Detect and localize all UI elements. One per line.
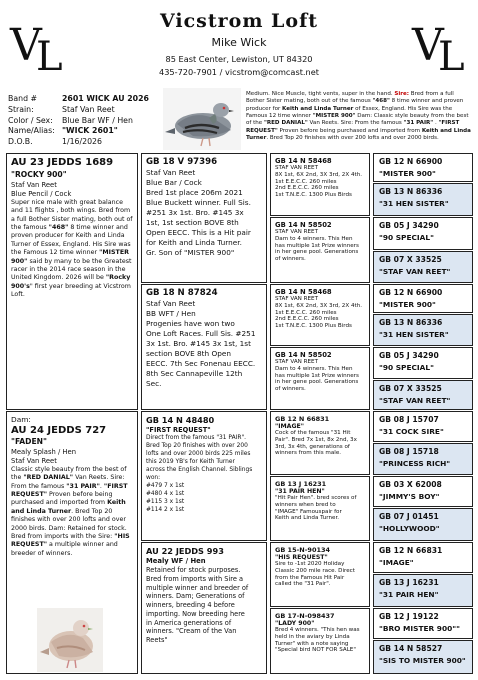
gen3-a2-line: in her gene pool. Generations (275, 249, 359, 256)
intro-bold: "FIRST REQUEST" (246, 120, 460, 134)
strain-label: Strain: (8, 104, 34, 114)
dam-band: AU 24 JEDDS 727 (11, 425, 107, 436)
sire-text: 8 time winner and proven producer for Keith and Linda Turner of Essex, England. His Sire was the Famous 12 time winner (11, 224, 131, 257)
gen3-d1-line: from the Famous Hit Pair (275, 574, 345, 581)
gen2-b-line: 3x 1st. Bro. #145 3x 1st, 1st (146, 338, 251, 348)
gen3-b2-line: STAF VAN REET (275, 359, 318, 365)
gen3-c2-band: GB 13 J 16231 (275, 480, 327, 488)
dam-text: Classic style beauty from the best of the (11, 466, 127, 482)
gen4-box (373, 380, 473, 410)
gen3-d1-lines (275, 561, 365, 588)
gen2-b-lines (146, 299, 262, 389)
intro-text: . Bred Top 20 finishes with over 200 lofts and over 2000 birds. (266, 134, 439, 141)
gen2-box-b (141, 284, 267, 410)
dob-value: 1/16/2026 (62, 137, 102, 146)
sire-strain: Staf Van Reet (11, 181, 57, 189)
gen4-box (373, 183, 473, 216)
dam-bold: Keith and Linda Turner (11, 499, 126, 515)
gen3-b2-line: in her gene pool. Generations (275, 379, 359, 386)
gen2-d-band: AU 22 JEDDS 993 (146, 546, 224, 556)
gen3-b1-line: 1st T.N.E.C. 1300 Plus Birds (275, 323, 352, 330)
gen3-c2-lines (275, 495, 365, 522)
gen3-b2-lines (275, 359, 365, 393)
sire-bold: "468" (48, 224, 69, 232)
gen4-band: GB 13 N 86336 (379, 318, 443, 327)
dob-label: D.O.B. (8, 137, 33, 146)
intro-bold: Keith and Linda Turner (282, 105, 354, 112)
dam-bold: "HIS REQUEST" (11, 532, 130, 549)
gen4-band: GB 12 J 19122 (379, 612, 439, 621)
gen3-box-b1 (270, 284, 370, 346)
gen2-c-line: #480 4 x 1st (146, 490, 185, 497)
gen2-d-line: Reets" (146, 636, 168, 645)
gen2-a-band: GB 18 V 97396 (146, 157, 218, 167)
gen3-box-c1 (270, 411, 370, 475)
gen3-a2-lines (275, 229, 365, 263)
dam-box (6, 411, 138, 674)
gen3-a2-line: Dam to 4 winners. This Hen (275, 235, 353, 242)
gen2-b-line: EECC. 7th Sec Fonenau EECC. (146, 358, 256, 368)
intro-bold: "RED DANIAL" (263, 120, 308, 127)
gen4-name: "IMAGE" (379, 558, 414, 567)
gen4-box (373, 411, 473, 442)
intro-bold: "31 PAIR" (403, 120, 434, 127)
intro-text: Van Reets. Sire: From the famous (307, 120, 404, 127)
intro-bold: "MISTER 900" (312, 112, 356, 119)
gen3-b2-band: GB 14 N 58502 (275, 351, 332, 359)
gen2-b-line: Sec. (146, 378, 162, 388)
gen2-d-line: multiple winner and breeder of (146, 583, 249, 592)
gen3-b2-line: has multiple 1st Prize winners (275, 372, 359, 379)
gen3-b2-line: of winners. (275, 386, 306, 393)
alias-label: Name/Alias: (8, 126, 55, 136)
gen4-box (373, 542, 473, 573)
gen4-box (373, 508, 473, 541)
sire-box (6, 153, 138, 410)
gen2-d-line: winners, breeding 4 before (146, 601, 235, 610)
gen3-box-a1 (270, 153, 370, 216)
gen3-box-a2 (270, 217, 370, 283)
gen3-b1-line: 2nd E.E.C.C. 260 miles (275, 316, 339, 323)
intro-sire-label: Sire: (394, 91, 410, 97)
gen2-c-line: Bred Top 20 finishes with over 200 (146, 442, 248, 449)
gen3-d2-line: Bred 4 winners. "This hen was (275, 627, 360, 633)
gen2-b-line: One Loft Races. Full Sis. #251 (146, 328, 256, 338)
gen4-band: GB 03 X 62008 (379, 480, 442, 489)
gen2-b-line: Staf Van Reet (146, 299, 196, 308)
gen4-band: GB 05 J 34290 (379, 221, 439, 230)
gen4-band: GB 07 X 33525 (379, 255, 442, 264)
gen4-name: "SIS TO MISTER 900" (379, 656, 466, 665)
gen4-name: "PRINCESS RICH" (379, 459, 451, 468)
gen3-b1-lines (275, 296, 365, 330)
dam-description (11, 466, 133, 558)
gen2-a-line: #251 3x 1st. Bro. #145 3x (146, 207, 244, 217)
gen3-c2-line: Keith and Linda Turner. (275, 515, 340, 522)
gen4-box (373, 251, 473, 283)
gen2-d-line: importing. Now breeding here (146, 609, 245, 618)
gen4-name: "STAF VAN REET" (379, 396, 451, 405)
gen3-a1-line: 1st T.N.E.C. 1300 Plus Birds (275, 192, 352, 199)
gen2-d-line: Bred from imports with Sire a (146, 574, 244, 583)
gen2-a-lines (146, 168, 262, 258)
svg-text:V: V (10, 20, 42, 71)
gen3-b1-line: 1st E.E.C.C. 260 miles (275, 309, 337, 316)
sire-name: "ROCKY 900" (11, 170, 67, 179)
gen3-d2-band: GB 17-N-098437 (275, 612, 335, 620)
gen4-band: GB 14 N 58527 (379, 644, 443, 653)
svg-text:L: L (36, 34, 63, 72)
gen2-c-line: lofts and over 2000 birds 225 miles (146, 450, 251, 457)
gen2-c-line: #115 3 x 1st (146, 498, 185, 505)
gen3-b1-line: STAF VAN REET (275, 296, 318, 302)
pigeon-photo-icon (163, 88, 241, 150)
intro-text: Proven before being purchased and imported from (277, 127, 422, 134)
gen3-a2-band: GB 14 N 58502 (275, 221, 332, 229)
dam-text: Proven before being purchased and imported from (11, 491, 113, 507)
gen3-a1-lines (275, 165, 365, 199)
gen4-name: "MISTER 900" (379, 300, 436, 309)
gen2-b-line: section BOVE 8th Open (146, 348, 231, 358)
dam-text: . Bred Top 20 finishes with over 200 lofts and over 2000 birds. Dam: Retained for stock. Bred from imports with the Sire: (11, 507, 127, 540)
gen4-band: GB 05 J 34290 (379, 351, 439, 360)
logo-left (8, 14, 68, 72)
gen4-name: "90 SPECIAL" (379, 233, 434, 242)
sire-text: " first year breeding at Vicstrom Loft. (11, 282, 131, 298)
gen4-box (373, 443, 473, 475)
gen3-b1-band: GB 14 N 58468 (275, 288, 332, 296)
gen3-box-d2 (270, 608, 370, 674)
gen4-box (373, 476, 473, 507)
gen4-name: "HOLLYWOOD" (379, 524, 440, 533)
gen2-a-line: Open EECC. This is a Hit pair (146, 227, 251, 237)
gen4-name: "31 HEN SISTER" (379, 199, 449, 208)
gen2-c-line: across the English Channel. Siblings (146, 466, 253, 473)
gen2-a-line: 1st, 1st section BOVE 8th (146, 217, 239, 227)
dam-text: Van Reets. Sire: From the famous (11, 474, 125, 490)
sire-description (11, 199, 133, 299)
gen2-a-line: Gr. Son of "MISTER 900" (146, 247, 235, 257)
dam-name: "FADEN" (11, 437, 47, 446)
gen3-a2-line: has multiple 1st Prize winners (275, 242, 359, 249)
gen2-box-c (141, 411, 267, 541)
gen4-box (373, 217, 473, 250)
strain-value: Staf Van Reet (62, 104, 115, 114)
gen3-d1-band: GB 15-N-90134 (275, 546, 331, 554)
gen4-box (373, 640, 473, 674)
gen3-d2-lines (275, 627, 365, 654)
gen2-a-line: Staf Van Reet (146, 168, 196, 177)
dam-bold: "RED DANIAL" (23, 474, 74, 482)
gen4-name: "31 COCK SIRE" (379, 427, 444, 436)
gen3-box-d1 (270, 542, 370, 607)
gen4-box (373, 608, 473, 639)
gen3-a1-line: 2nd E.E.C.C. 260 miles (275, 185, 339, 192)
dam-color: Mealy Splash / Hen (11, 448, 77, 456)
alias-value: "WICK 2601" (62, 126, 118, 136)
gen3-a1-band: GB 14 N 58468 (275, 157, 332, 165)
gen3-box-b2 (270, 347, 370, 410)
dam-strain: Staf Van Reet (11, 457, 57, 465)
intro-text: 8 time winner and proven producer for (246, 98, 464, 112)
gen4-band: GB 13 J 16231 (379, 578, 439, 587)
gen3-d1-line: called the "31 Pair". (275, 581, 331, 588)
gen3-b1-line: 8X 1st, 6X 2nd, 3X 3rd, 2X 4th. (275, 302, 363, 309)
gen2-d-line: Retained for stock purposes. (146, 566, 241, 574)
gen4-name: "JIMMY'S BOY" (379, 492, 440, 501)
intro-text: . (433, 120, 439, 127)
logo-right (410, 14, 470, 72)
gen4-name: "STAF VAN REET" (379, 267, 451, 276)
sire-bold: "Rocky 900's (11, 274, 131, 290)
gen2-a-line: Blue Buckett winner. Full Sis. (146, 197, 251, 207)
gen3-a1-line: STAF VAN REET (275, 165, 318, 171)
gen4-band: GB 07 J 01451 (379, 512, 439, 521)
gen4-band: GB 07 X 33525 (379, 384, 442, 393)
gen3-c2-line: "Hit Pair Hen". bred scores of (275, 495, 357, 501)
gen3-a2-line: of winners. (275, 256, 306, 263)
dam-label: Dam: (11, 415, 31, 424)
gen4-band: GB 12 N 66900 (379, 157, 443, 166)
gen4-name: "90 SPECIAL" (379, 363, 434, 372)
gen4-band: GB 08 J 15707 (379, 415, 439, 424)
sire-band: AU 23 JEDDS 1689 (11, 157, 114, 168)
gen3-c1-name: "IMAGE" (275, 423, 305, 430)
gen2-d-line: winners. Dam; Generations of (146, 592, 245, 601)
gen4-name: "BRO MISTER 900"" (379, 624, 460, 633)
color-value: Blue Bar WF / Hen (62, 115, 133, 125)
gen2-box-d (141, 542, 267, 674)
gen4-box (373, 284, 473, 313)
gen3-d2-name: "LADY 900" (275, 620, 315, 627)
sire-bold: "MISTER 900" (11, 249, 129, 265)
gen4-box (373, 347, 473, 379)
intro-bold: "468" (372, 98, 390, 105)
svg-text:V: V (412, 20, 444, 71)
gen3-c2-name: "31 PAIR HEN" (275, 488, 325, 495)
gen3-a1-line: 1st E.E.C.C. 260 miles (275, 178, 337, 185)
gen3-c1-lines (275, 430, 365, 457)
gen2-d-line: winners. "Cream of the Van (146, 627, 237, 636)
gen2-c-name: "FIRST REQUEST" (146, 426, 211, 434)
gen4-band: GB 12 N 66831 (379, 546, 443, 555)
gen2-d-lines (146, 566, 262, 645)
gen3-c1-line: winners from this male. (275, 450, 342, 457)
intro-bold: Keith and Linda Turner (246, 127, 471, 141)
owner-name: Mike Wick (211, 36, 267, 49)
gen3-c2-line: "IMAGE" Famouspair for (275, 508, 342, 515)
gen2-a-line: Bred 1st place 206m 2021 (146, 187, 243, 197)
intro-text: of Essex, England. His Sire was the Famous 12 time winner (246, 105, 453, 119)
pigeon-photo-icon (37, 608, 103, 672)
gen2-d-color: Mealy WF / Hen (146, 557, 206, 565)
gen2-c-line: #479 7 x 1st (146, 482, 185, 489)
gen3-a1-line: 8X 1st, 6X 2nd, 3X 3rd, 2X 4th. (275, 171, 363, 178)
gen3-d1-line: Classic 200 mile race. Direct (275, 567, 355, 574)
intro-text: Bred from a full Bother Sister mating, both out of the famous (246, 91, 454, 105)
gen3-d2-line: "Special bird NOT FOR SALE" (275, 647, 356, 654)
gen3-a2-line: STAF VAN REET (275, 229, 318, 235)
svg-text:L: L (438, 34, 465, 72)
sire-color: Blue Pencil / Cock (11, 190, 72, 198)
dam-photo (37, 608, 103, 672)
gen4-box (373, 153, 473, 182)
gen4-band: GB 13 N 86336 (379, 187, 443, 196)
gen2-box-a (141, 153, 267, 283)
gen2-b-band: GB 18 N 87824 (146, 288, 218, 298)
gen4-band: GB 08 J 15718 (379, 447, 439, 456)
vl-monogram-icon (8, 14, 68, 72)
gen2-b-line: 8th Sec Cannapeville 12th (146, 368, 243, 378)
gen2-b-line: Progenies have won two (146, 318, 235, 328)
gen2-d-line: in America generations of (146, 618, 232, 627)
intro-text: Medium. Nice Muscle, tight vents, super in the hand. (246, 91, 395, 97)
gen3-c1-band: GB 12 N 66831 (275, 415, 330, 423)
dam-text: a multiple winner and breeder of winners. (11, 541, 118, 557)
gen2-c-band: GB 14 N 48480 (146, 415, 215, 425)
gen2-a-line: for Keith and Linda Turner. (146, 237, 242, 247)
gen2-b-line: BB WFT / Hen (146, 308, 196, 318)
gen2-c-line: Direct from the famous "31 PAIR". (146, 435, 247, 441)
gen2-c-line: won: (146, 474, 161, 481)
gen2-c-line: #114 2 x 1st (146, 506, 185, 513)
color-label: Color / Sex: (8, 115, 53, 125)
gen2-a-line: Blue Bar / Cock (146, 177, 202, 187)
main-bird-photo (163, 88, 241, 150)
gen3-d1-name: "HIS REQUEST" (275, 554, 328, 561)
sire-text: Super nice male with great balance and 11 flights , both wings. Bred from a full Bother Sister mating, both out of the famous (11, 199, 133, 232)
gen3-box-c2 (270, 476, 370, 541)
gen3-d2-line: Turner" with a note saying (275, 640, 349, 647)
gen3-c2-line: winners when bred to (275, 501, 336, 508)
sire-text: said by many to be the Greatest racer in the 2014 race season in the United Kingdom. 2026 will be (11, 257, 132, 282)
gen2-c-lines (146, 435, 262, 515)
address: 85 East Center, Lewiston, UT 84320 (165, 54, 313, 64)
dam-text: . (99, 482, 104, 490)
contact: 435-720-7901 / vicstrom@comcast.net (159, 67, 319, 77)
gen3-c1-line: Pair". Bred 7x 1st, 8x 2nd, 3x (275, 436, 357, 443)
band-value: 2601 WICK AU 2026 (62, 94, 149, 103)
intro-description (246, 91, 472, 142)
intro-text: Dam: Classic style beauty from the best of the (246, 112, 469, 127)
gen3-c1-line: 3rd, 3x 4th, generations of (275, 443, 350, 450)
bird-info (8, 94, 168, 148)
header-block (118, 8, 360, 88)
dam-bold: "FIRST REQUEST" (11, 482, 128, 499)
gen2-c-line: this 2019 YB's for Keith Turner (146, 458, 235, 465)
gen3-c1-line: Cock of the famous "31 Hit (275, 430, 351, 436)
gen4-name: "31 PAIR HEN" (379, 590, 439, 599)
gen3-d1-line: Sire to -1st 2020 Holiday (275, 561, 345, 567)
band-label: Band # (8, 94, 38, 103)
gen4-name: "MISTER 900" (379, 169, 436, 178)
gen4-box (373, 314, 473, 346)
gen4-band: GB 12 N 66900 (379, 288, 443, 297)
gen4-name: "31 HEN SISTER" (379, 330, 449, 339)
gen3-b2-line: Dam to 4 winners. This Hen (275, 365, 353, 372)
dam-bold: "31 PAIR" (66, 482, 100, 490)
vl-monogram-icon (410, 14, 470, 72)
gen4-box (373, 574, 473, 607)
loft-name: Vicstrom Loft (159, 10, 319, 32)
gen3-d2-line: held in the aviary by Linda (275, 633, 350, 640)
